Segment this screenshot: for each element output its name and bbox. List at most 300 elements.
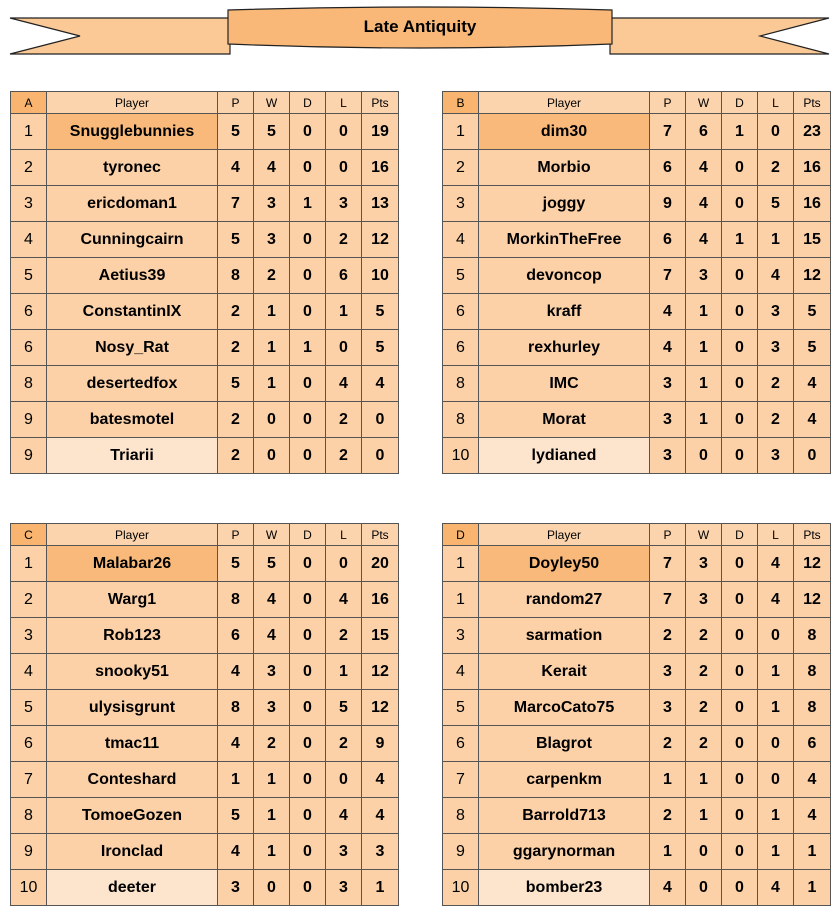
player-name-cell: Warg1 (47, 582, 218, 618)
losses-cell: 2 (326, 726, 362, 762)
group-letter-header: D (443, 524, 479, 546)
played-cell: 7 (650, 582, 686, 618)
wins-cell: 2 (686, 654, 722, 690)
rank-cell: 1 (11, 114, 47, 150)
player-name-cell: Morat (479, 402, 650, 438)
player-name-cell: sarmation (479, 618, 650, 654)
played-cell: 7 (650, 114, 686, 150)
points-cell: 23 (794, 114, 831, 150)
played-cell: 2 (218, 402, 254, 438)
rank-cell: 9 (11, 402, 47, 438)
rank-cell: 1 (443, 582, 479, 618)
player-name-cell: Blagrot (479, 726, 650, 762)
points-cell: 12 (362, 222, 399, 258)
draws-cell: 0 (722, 402, 758, 438)
player-name-cell: joggy (479, 186, 650, 222)
losses-cell: 4 (326, 798, 362, 834)
draws-cell: 0 (722, 870, 758, 906)
draws-cell: 0 (722, 546, 758, 582)
points-cell: 20 (362, 546, 399, 582)
points-cell: 16 (362, 582, 399, 618)
table-row (443, 402, 831, 438)
player-name-cell: Nosy_Rat (47, 330, 218, 366)
wins-cell: 3 (254, 690, 290, 726)
rank-cell: 6 (443, 294, 479, 330)
player-name-cell: Aetius39 (47, 258, 218, 294)
table-row (11, 114, 399, 150)
wins-cell: 0 (254, 402, 290, 438)
points-cell: 8 (794, 618, 831, 654)
wins-cell: 5 (254, 546, 290, 582)
table-row (443, 150, 831, 186)
player-name-cell: MorkinTheFree (479, 222, 650, 258)
losses-cell: 3 (326, 870, 362, 906)
rank-cell: 7 (443, 762, 479, 798)
rank-cell: 3 (11, 186, 47, 222)
played-cell: 4 (218, 150, 254, 186)
draws-cell: 0 (290, 402, 326, 438)
table-row (443, 762, 831, 798)
wins-cell: 3 (254, 222, 290, 258)
played-cell: 4 (650, 330, 686, 366)
points-cell: 1 (362, 870, 399, 906)
draws-cell: 0 (722, 618, 758, 654)
player-name-cell: bomber23 (479, 870, 650, 906)
wins-cell: 2 (254, 726, 290, 762)
losses-cell: 3 (758, 330, 794, 366)
player-name-cell: Triarii (47, 438, 218, 474)
losses-cell: 4 (326, 366, 362, 402)
points-column-header: Pts (362, 524, 399, 546)
table-row (11, 186, 399, 222)
player-name-cell: Morbio (479, 150, 650, 186)
player-name-cell: Snugglebunnies (47, 114, 218, 150)
rank-cell: 8 (11, 798, 47, 834)
wins-cell: 3 (254, 186, 290, 222)
points-cell: 0 (362, 402, 399, 438)
table-row (443, 834, 831, 870)
losses-cell: 4 (758, 258, 794, 294)
played-cell: 2 (650, 618, 686, 654)
draws-cell: 0 (722, 330, 758, 366)
points-cell: 9 (362, 726, 399, 762)
player-name-cell: TomoeGozen (47, 798, 218, 834)
wins-cell: 3 (686, 582, 722, 618)
played-column-header: P (650, 92, 686, 114)
points-cell: 4 (794, 798, 831, 834)
points-column-header: Pts (362, 92, 399, 114)
rank-cell: 9 (11, 834, 47, 870)
table-row (443, 438, 831, 474)
wins-cell: 0 (254, 438, 290, 474)
losses-cell: 0 (326, 546, 362, 582)
player-name-cell: ulysisgrunt (47, 690, 218, 726)
player-name-cell: carpenkm (479, 762, 650, 798)
player-name-cell: Kerait (479, 654, 650, 690)
played-column-header: P (218, 524, 254, 546)
wins-cell: 0 (254, 870, 290, 906)
losses-column-header: L (758, 92, 794, 114)
losses-cell: 0 (758, 114, 794, 150)
rank-cell: 4 (443, 222, 479, 258)
played-cell: 3 (650, 654, 686, 690)
played-cell: 7 (650, 258, 686, 294)
losses-cell: 4 (758, 546, 794, 582)
losses-cell: 2 (758, 366, 794, 402)
played-cell: 5 (218, 798, 254, 834)
wins-column-header: W (686, 524, 722, 546)
rank-cell: 10 (443, 870, 479, 906)
header-row (11, 92, 399, 114)
wins-cell: 0 (686, 438, 722, 474)
player-name-cell: snooky51 (47, 654, 218, 690)
played-column-header: P (650, 524, 686, 546)
table-row (11, 834, 399, 870)
wins-cell: 4 (686, 222, 722, 258)
played-cell: 6 (650, 222, 686, 258)
draws-cell: 0 (290, 150, 326, 186)
played-cell: 3 (650, 690, 686, 726)
losses-cell: 4 (758, 870, 794, 906)
played-cell: 4 (650, 294, 686, 330)
points-cell: 0 (794, 438, 831, 474)
player-name-cell: Doyley50 (479, 546, 650, 582)
player-name-cell: ggarynorman (479, 834, 650, 870)
points-cell: 16 (794, 150, 831, 186)
wins-cell: 5 (254, 114, 290, 150)
player-column-header: Player (47, 524, 218, 546)
rank-cell: 4 (11, 654, 47, 690)
wins-cell: 4 (254, 150, 290, 186)
losses-cell: 6 (326, 258, 362, 294)
table-row (443, 258, 831, 294)
points-cell: 5 (794, 330, 831, 366)
losses-cell: 1 (758, 654, 794, 690)
played-cell: 3 (650, 438, 686, 474)
played-cell: 7 (650, 546, 686, 582)
played-cell: 7 (218, 186, 254, 222)
player-name-cell: rexhurley (479, 330, 650, 366)
draws-cell: 0 (722, 654, 758, 690)
points-column-header: Pts (794, 524, 831, 546)
table-row (443, 654, 831, 690)
wins-cell: 1 (254, 798, 290, 834)
played-cell: 4 (218, 834, 254, 870)
table-row (443, 186, 831, 222)
header-row (443, 524, 831, 546)
wins-cell: 1 (686, 366, 722, 402)
draws-cell: 0 (290, 294, 326, 330)
wins-cell: 1 (686, 294, 722, 330)
table-row (11, 546, 399, 582)
rank-cell: 4 (443, 654, 479, 690)
table-row (11, 798, 399, 834)
player-name-cell: IMC (479, 366, 650, 402)
losses-cell: 0 (758, 618, 794, 654)
points-cell: 5 (362, 330, 399, 366)
played-cell: 1 (650, 762, 686, 798)
played-column-header: P (218, 92, 254, 114)
draws-cell: 0 (722, 582, 758, 618)
player-name-cell: tyronec (47, 150, 218, 186)
played-cell: 2 (650, 798, 686, 834)
group-d-standings (442, 523, 830, 906)
table-row (11, 402, 399, 438)
wins-cell: 1 (254, 834, 290, 870)
table-row (11, 654, 399, 690)
table-row (11, 294, 399, 330)
rank-cell: 8 (443, 798, 479, 834)
wins-column-header: W (686, 92, 722, 114)
table-row (11, 330, 399, 366)
losses-cell: 4 (758, 582, 794, 618)
table-row (443, 222, 831, 258)
player-name-cell: deeter (47, 870, 218, 906)
losses-cell: 1 (758, 222, 794, 258)
draws-cell: 0 (722, 834, 758, 870)
group-letter-header: B (443, 92, 479, 114)
draws-cell: 0 (722, 258, 758, 294)
draws-cell: 0 (722, 762, 758, 798)
losses-cell: 0 (326, 762, 362, 798)
rank-cell: 1 (443, 546, 479, 582)
points-cell: 16 (362, 150, 399, 186)
losses-cell: 2 (326, 438, 362, 474)
standings-table (10, 523, 399, 906)
points-cell: 12 (362, 690, 399, 726)
played-cell: 3 (650, 366, 686, 402)
player-name-cell: Rob123 (47, 618, 218, 654)
wins-cell: 3 (686, 546, 722, 582)
losses-cell: 3 (758, 438, 794, 474)
played-cell: 2 (218, 294, 254, 330)
points-cell: 3 (362, 834, 399, 870)
played-cell: 8 (218, 258, 254, 294)
table-row (443, 366, 831, 402)
wins-column-header: W (254, 524, 290, 546)
draws-cell: 0 (290, 258, 326, 294)
table-row (11, 762, 399, 798)
played-cell: 6 (650, 150, 686, 186)
points-cell: 4 (362, 366, 399, 402)
losses-cell: 4 (326, 582, 362, 618)
points-cell: 12 (794, 546, 831, 582)
rank-cell: 6 (443, 726, 479, 762)
losses-cell: 2 (758, 402, 794, 438)
losses-column-header: L (326, 524, 362, 546)
played-cell: 4 (650, 870, 686, 906)
table-row (11, 582, 399, 618)
table-row (11, 258, 399, 294)
wins-column-header: W (254, 92, 290, 114)
wins-cell: 1 (254, 762, 290, 798)
losses-cell: 2 (758, 150, 794, 186)
standings-table (10, 91, 399, 474)
losses-cell: 0 (326, 330, 362, 366)
rank-cell: 8 (443, 402, 479, 438)
points-cell: 5 (362, 294, 399, 330)
draws-cell: 0 (290, 690, 326, 726)
losses-cell: 1 (758, 834, 794, 870)
rank-cell: 10 (11, 870, 47, 906)
player-name-cell: kraff (479, 294, 650, 330)
points-cell: 4 (362, 762, 399, 798)
page-title: Late Antiquity (363, 17, 477, 36)
losses-cell: 5 (758, 186, 794, 222)
draws-cell: 0 (290, 834, 326, 870)
played-cell: 6 (218, 618, 254, 654)
draws-cell: 1 (290, 186, 326, 222)
rank-cell: 2 (11, 582, 47, 618)
player-name-cell: Barrold713 (479, 798, 650, 834)
losses-cell: 0 (326, 150, 362, 186)
points-cell: 19 (362, 114, 399, 150)
wins-cell: 2 (686, 618, 722, 654)
played-cell: 5 (218, 366, 254, 402)
played-cell: 8 (218, 690, 254, 726)
rank-cell: 2 (443, 150, 479, 186)
table-row (11, 726, 399, 762)
rank-cell: 8 (11, 366, 47, 402)
draws-cell: 0 (722, 798, 758, 834)
draws-cell: 0 (290, 654, 326, 690)
wins-cell: 6 (686, 114, 722, 150)
player-name-cell: ericdoman1 (47, 186, 218, 222)
played-cell: 2 (650, 726, 686, 762)
points-cell: 0 (362, 438, 399, 474)
rank-cell: 4 (11, 222, 47, 258)
draws-cell: 0 (722, 150, 758, 186)
player-column-header: Player (47, 92, 218, 114)
rank-cell: 5 (11, 258, 47, 294)
table-row (443, 330, 831, 366)
rank-cell: 1 (11, 546, 47, 582)
player-name-cell: desertedfox (47, 366, 218, 402)
draws-column-header: D (722, 92, 758, 114)
rank-cell: 3 (443, 618, 479, 654)
group-c-standings (10, 523, 398, 906)
table-row (11, 870, 399, 906)
points-cell: 4 (362, 798, 399, 834)
table-row (443, 618, 831, 654)
table-row (11, 150, 399, 186)
wins-cell: 1 (254, 330, 290, 366)
losses-cell: 1 (326, 294, 362, 330)
header-row (11, 524, 399, 546)
player-name-cell: Malabar26 (47, 546, 218, 582)
draws-cell: 1 (722, 114, 758, 150)
table-row (11, 618, 399, 654)
points-cell: 1 (794, 834, 831, 870)
draws-cell: 0 (290, 366, 326, 402)
rank-cell: 9 (11, 438, 47, 474)
wins-cell: 1 (254, 294, 290, 330)
wins-cell: 4 (254, 618, 290, 654)
group-letter-header: C (11, 524, 47, 546)
losses-cell: 1 (758, 690, 794, 726)
player-column-header: Player (479, 524, 650, 546)
losses-cell: 2 (326, 222, 362, 258)
draws-cell: 1 (290, 330, 326, 366)
draws-cell: 1 (722, 222, 758, 258)
points-cell: 15 (794, 222, 831, 258)
draws-cell: 0 (290, 546, 326, 582)
draws-cell: 0 (722, 438, 758, 474)
played-cell: 3 (650, 402, 686, 438)
draws-cell: 0 (290, 618, 326, 654)
points-cell: 1 (794, 870, 831, 906)
player-name-cell: lydianed (479, 438, 650, 474)
losses-cell: 1 (326, 654, 362, 690)
points-column-header: Pts (794, 92, 831, 114)
wins-cell: 4 (254, 582, 290, 618)
losses-cell: 2 (326, 618, 362, 654)
player-name-cell: MarcoCato75 (479, 690, 650, 726)
table-row (443, 798, 831, 834)
losses-cell: 0 (326, 114, 362, 150)
rank-cell: 2 (11, 150, 47, 186)
table-row (11, 222, 399, 258)
rank-cell: 3 (443, 186, 479, 222)
points-cell: 13 (362, 186, 399, 222)
losses-column-header: L (758, 524, 794, 546)
wins-cell: 3 (686, 258, 722, 294)
player-name-cell: Cunningcairn (47, 222, 218, 258)
losses-cell: 3 (326, 186, 362, 222)
played-cell: 5 (218, 222, 254, 258)
rank-cell: 6 (11, 726, 47, 762)
played-cell: 5 (218, 114, 254, 150)
draws-cell: 0 (290, 798, 326, 834)
played-cell: 5 (218, 546, 254, 582)
group-b-standings (442, 91, 830, 474)
played-cell: 3 (218, 870, 254, 906)
losses-cell: 0 (758, 762, 794, 798)
header-row (443, 92, 831, 114)
losses-cell: 3 (758, 294, 794, 330)
table-row (443, 870, 831, 906)
group-letter-header: A (11, 92, 47, 114)
draws-column-header: D (722, 524, 758, 546)
player-name-cell: Conteshard (47, 762, 218, 798)
points-cell: 4 (794, 366, 831, 402)
losses-cell: 2 (326, 402, 362, 438)
draws-cell: 0 (722, 366, 758, 402)
player-name-cell: Ironclad (47, 834, 218, 870)
table-row (443, 294, 831, 330)
draws-cell: 0 (290, 438, 326, 474)
points-cell: 10 (362, 258, 399, 294)
points-cell: 12 (794, 582, 831, 618)
losses-cell: 1 (758, 798, 794, 834)
played-cell: 8 (218, 582, 254, 618)
rank-cell: 9 (443, 834, 479, 870)
wins-cell: 3 (254, 654, 290, 690)
points-cell: 12 (362, 654, 399, 690)
draws-cell: 0 (722, 294, 758, 330)
wins-cell: 1 (254, 366, 290, 402)
points-cell: 4 (794, 762, 831, 798)
table-row (11, 366, 399, 402)
rank-cell: 1 (443, 114, 479, 150)
table-row (443, 726, 831, 762)
points-cell: 16 (794, 186, 831, 222)
rank-cell: 8 (443, 366, 479, 402)
played-cell: 4 (218, 654, 254, 690)
group-a-standings (10, 91, 398, 474)
table-row (443, 114, 831, 150)
played-cell: 4 (218, 726, 254, 762)
